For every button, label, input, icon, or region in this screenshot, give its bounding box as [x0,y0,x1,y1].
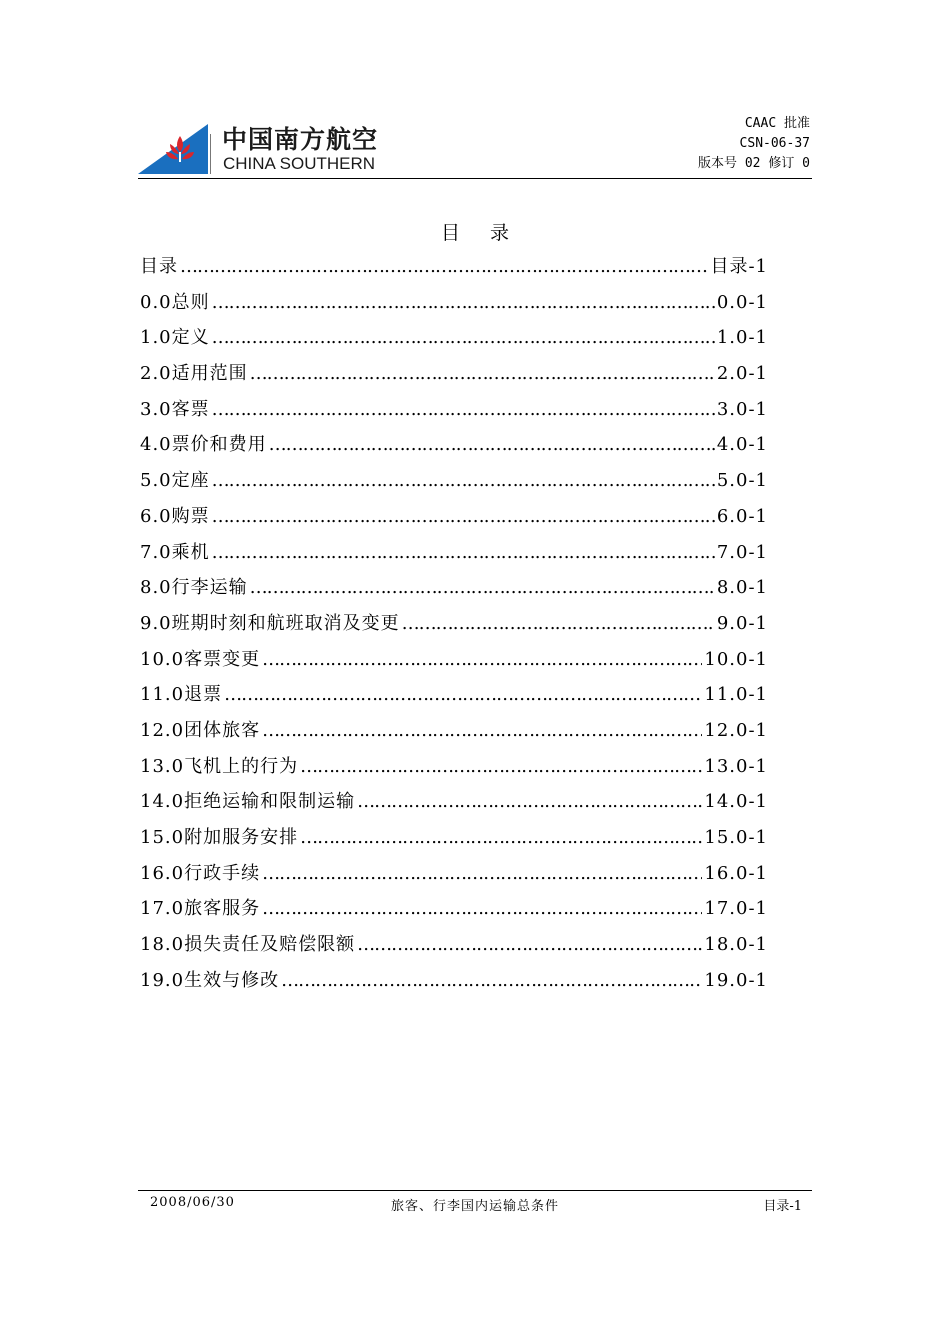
toc-entry-label: 7.0乘机 [140,541,210,563]
toc-dot-leader [212,542,715,563]
toc-entry-label: 17.0旅客服务 [140,898,261,920]
toc-entry[interactable] [140,359,780,395]
toc-entry-page: 7.0-1 [716,541,768,563]
toc-entry-label: 16.0行政手续 [140,862,261,884]
toc-entry[interactable] [140,466,780,502]
toc-entry-label: 1.0定义 [140,327,210,349]
document-code: CSN-06-37 [739,136,810,151]
toc-entry-page: 18.0-1 [704,934,768,956]
toc-entry-label: 19.0生效与修改 [140,969,280,991]
table-of-contents [140,252,780,1001]
toc-dot-leader [180,256,708,277]
page-footer [138,1195,812,1217]
logo-divider [210,134,211,174]
toc-dot-leader [357,934,702,955]
toc-entry-page: 5.0-1 [716,470,768,492]
toc-dot-leader [212,399,715,420]
toc-entry-label: 4.0票价和费用 [140,434,267,456]
toc-entry[interactable] [140,823,780,859]
logo-english-name: CHINA SOUTHERN [223,154,376,173]
toc-entry[interactable] [140,288,780,324]
toc-entry-page: 19.0-1 [704,969,768,991]
toc-entry[interactable] [140,395,780,431]
toc-dot-leader [300,827,702,848]
toc-dot-leader [262,863,702,884]
toc-entry-page: 1.0-1 [716,327,768,349]
footer-title: 旅客、行李国内运输总条件 [390,1199,559,1214]
toc-entry-label: 0.0总则 [140,291,210,313]
header-rule [138,178,812,179]
toc-dot-leader [250,577,715,598]
toc-entry-label: 12.0团体旅客 [140,719,261,741]
china-southern-logo [138,118,378,174]
toc-entry-page: 16.0-1 [704,862,768,884]
toc-entry-page: 12.0-1 [704,719,768,741]
toc-dot-leader [212,506,715,527]
kapok-flower-logo-icon [138,124,208,174]
toc-entry-label: 8.0行李运输 [140,577,248,599]
toc-entry-page: 17.0-1 [704,898,768,920]
toc-entry-page: 0.0-1 [716,291,768,313]
toc-entry-label: 2.0适用范围 [140,363,248,385]
toc-entry-page: 3.0-1 [716,398,768,420]
toc-entry-page: 10.0-1 [704,648,768,670]
toc-dot-leader [357,791,702,812]
toc-entry-label: 14.0拒绝运输和限制运输 [140,791,356,813]
footer-date: 2008/06/30 [150,1195,235,1210]
toc-entry[interactable] [140,573,780,609]
toc-entry-label: 9.0班期时刻和航班取消及变更 [140,612,400,634]
revision-label: 版本号 02 修订 0 [698,156,810,171]
toc-entry-page: 11.0-1 [704,684,768,706]
toc-dot-leader [262,649,702,670]
toc-entry[interactable] [140,859,780,895]
toc-dot-leader [262,720,702,741]
toc-title: 目 录 [440,222,522,244]
toc-entry[interactable] [140,716,780,752]
toc-entry[interactable] [140,752,780,788]
toc-entry[interactable] [140,502,780,538]
toc-entry-page: 13.0-1 [704,755,768,777]
toc-entry-label: 11.0退票 [140,684,223,706]
logo-chinese-name: 中国南方航空 [222,125,379,154]
toc-entry-page: 8.0-1 [716,577,768,599]
toc-dot-leader [212,292,715,313]
toc-entry[interactable] [140,680,780,716]
toc-dot-leader [212,470,715,491]
toc-entry[interactable] [140,252,780,288]
document-meta [698,114,810,174]
toc-entry-page: 15.0-1 [704,827,768,848]
toc-dot-leader [281,970,702,991]
toc-dot-leader [269,434,715,455]
toc-dot-leader [300,756,702,777]
toc-dot-leader [224,684,702,705]
toc-entry[interactable] [140,430,780,466]
toc-entry[interactable] [140,930,780,966]
footer-page-number: 目录-1 [763,1199,802,1214]
toc-entry[interactable] [140,645,780,681]
toc-entry-label: 6.0购票 [140,505,210,527]
toc-dot-leader [212,327,715,348]
toc-entry-page: 目录-1 [710,256,768,277]
toc-entry-page: 6.0-1 [716,505,768,527]
toc-entry[interactable] [140,323,780,359]
toc-entry-label: 5.0定座 [140,470,210,492]
toc-entry-label: 10.0客票变更 [140,648,261,670]
approval-label: CAAC 批准 [744,116,810,131]
page-header [138,110,812,178]
toc-entry-label: 13.0飞机上的行为 [140,755,299,777]
toc-entry-page: 14.0-1 [704,791,768,813]
toc-entry-label: 15.0附加服务安排 [140,827,299,848]
toc-dot-leader [250,363,715,384]
toc-entry-page: 2.0-1 [716,363,768,385]
toc-entry-page: 4.0-1 [716,434,768,456]
toc-entry[interactable] [140,894,780,930]
footer-rule [138,1190,812,1191]
toc-entry-label: 目录 [140,256,178,277]
toc-entry-label: 3.0客票 [140,398,210,420]
toc-dot-leader [402,613,715,634]
toc-entry[interactable] [140,787,780,823]
toc-entry[interactable] [140,966,780,1002]
toc-entry[interactable] [140,609,780,645]
toc-dot-leader [262,898,702,919]
toc-entry[interactable] [140,538,780,574]
toc-entry-label: 18.0损失责任及赔偿限额 [140,934,356,956]
toc-entry-page: 9.0-1 [716,612,768,634]
